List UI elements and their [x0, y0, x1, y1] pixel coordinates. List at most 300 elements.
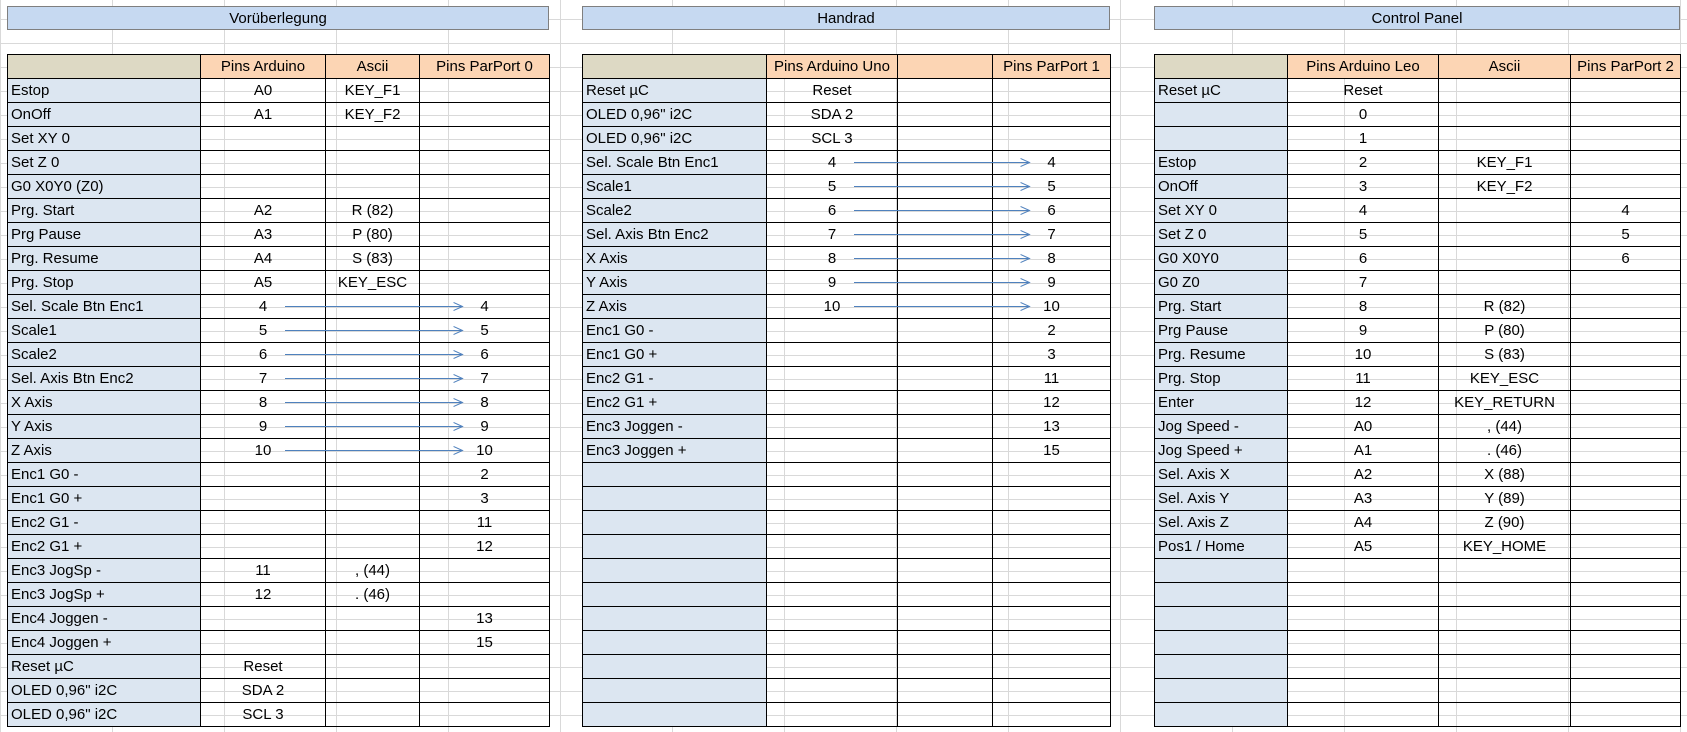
ascii-cell[interactable]: [326, 535, 420, 559]
column-header[interactable]: [583, 55, 767, 79]
ascii-cell[interactable]: X (88): [1439, 463, 1571, 487]
arduino-pin-cell[interactable]: 10: [201, 439, 326, 463]
column-header[interactable]: Pins ParPort 1: [993, 55, 1111, 79]
ascii-cell[interactable]: [326, 607, 420, 631]
arduino-pin-cell[interactable]: [201, 535, 326, 559]
parport-pin-cell[interactable]: [1571, 511, 1681, 535]
parport-pin-cell[interactable]: 6: [993, 199, 1111, 223]
ascii-cell[interactable]: KEY_F1: [326, 79, 420, 103]
label-cell[interactable]: [583, 703, 767, 727]
ascii-cell[interactable]: [898, 583, 993, 607]
arduino-pin-cell[interactable]: [201, 607, 326, 631]
arduino-pin-cell[interactable]: 3: [1288, 175, 1439, 199]
ascii-cell[interactable]: [1439, 223, 1571, 247]
ascii-cell[interactable]: [898, 295, 993, 319]
label-cell[interactable]: Enc2 G1 +: [8, 535, 201, 559]
ascii-cell[interactable]: [326, 319, 420, 343]
label-cell[interactable]: [1155, 703, 1288, 727]
arduino-pin-cell[interactable]: SDA 2: [201, 679, 326, 703]
parport-pin-cell[interactable]: [993, 655, 1111, 679]
column-header[interactable]: Pins ParPort 2: [1571, 55, 1681, 79]
parport-pin-cell[interactable]: 9: [993, 271, 1111, 295]
column-header[interactable]: [8, 55, 201, 79]
label-cell[interactable]: G0 X0Y0: [1155, 247, 1288, 271]
arduino-pin-cell[interactable]: 4: [767, 151, 898, 175]
label-cell[interactable]: Reset µC: [583, 79, 767, 103]
label-cell[interactable]: Enc2 G1 -: [583, 367, 767, 391]
parport-pin-cell[interactable]: 7: [420, 367, 550, 391]
ascii-cell[interactable]: [1439, 103, 1571, 127]
parport-pin-cell[interactable]: 11: [993, 367, 1111, 391]
ascii-cell[interactable]: [898, 367, 993, 391]
arduino-pin-cell[interactable]: [767, 631, 898, 655]
column-header[interactable]: Pins Arduino: [201, 55, 326, 79]
arduino-pin-cell[interactable]: 7: [767, 223, 898, 247]
ascii-cell[interactable]: KEY_HOME: [1439, 535, 1571, 559]
ascii-cell[interactable]: R (82): [326, 199, 420, 223]
arduino-pin-cell[interactable]: 10: [1288, 343, 1439, 367]
ascii-cell[interactable]: . (46): [1439, 439, 1571, 463]
label-cell[interactable]: Enter: [1155, 391, 1288, 415]
arduino-pin-cell[interactable]: [767, 535, 898, 559]
ascii-cell[interactable]: [898, 559, 993, 583]
parport-pin-cell[interactable]: 2: [993, 319, 1111, 343]
label-cell[interactable]: Sel. Axis Y: [1155, 487, 1288, 511]
parport-pin-cell[interactable]: [420, 271, 550, 295]
ascii-cell[interactable]: [1439, 655, 1571, 679]
label-cell[interactable]: Estop: [1155, 151, 1288, 175]
parport-pin-cell[interactable]: [993, 487, 1111, 511]
ascii-cell[interactable]: [898, 247, 993, 271]
arduino-pin-cell[interactable]: [767, 511, 898, 535]
ascii-cell[interactable]: [898, 223, 993, 247]
parport-pin-cell[interactable]: [993, 103, 1111, 127]
arduino-pin-cell[interactable]: A3: [201, 223, 326, 247]
ascii-cell[interactable]: KEY_ESC: [326, 271, 420, 295]
ascii-cell[interactable]: [898, 535, 993, 559]
arduino-pin-cell[interactable]: [767, 487, 898, 511]
label-cell[interactable]: [583, 487, 767, 511]
arduino-pin-cell[interactable]: 8: [1288, 295, 1439, 319]
label-cell[interactable]: [1155, 559, 1288, 583]
label-cell[interactable]: [583, 679, 767, 703]
column-header[interactable]: Pins ParPort 0: [420, 55, 550, 79]
arduino-pin-cell[interactable]: [767, 415, 898, 439]
label-cell[interactable]: OnOff: [1155, 175, 1288, 199]
parport-pin-cell[interactable]: [993, 679, 1111, 703]
parport-pin-cell[interactable]: [1571, 127, 1681, 151]
arduino-pin-cell[interactable]: 11: [201, 559, 326, 583]
label-cell[interactable]: Enc1 G0 +: [583, 343, 767, 367]
label-cell[interactable]: [583, 631, 767, 655]
label-cell[interactable]: [583, 655, 767, 679]
arduino-pin-cell[interactable]: 7: [201, 367, 326, 391]
arduino-pin-cell[interactable]: 0: [1288, 103, 1439, 127]
column-header[interactable]: [1155, 55, 1288, 79]
arduino-pin-cell[interactable]: A2: [1288, 463, 1439, 487]
ascii-cell[interactable]: [898, 343, 993, 367]
arduino-pin-cell[interactable]: Reset: [201, 655, 326, 679]
arduino-pin-cell[interactable]: [201, 463, 326, 487]
ascii-cell[interactable]: [326, 439, 420, 463]
parport-pin-cell[interactable]: 10: [420, 439, 550, 463]
label-cell[interactable]: Enc3 JogSp -: [8, 559, 201, 583]
ascii-cell[interactable]: [1439, 79, 1571, 103]
label-cell[interactable]: Sel. Axis Btn Enc2: [583, 223, 767, 247]
arduino-pin-cell[interactable]: [767, 655, 898, 679]
ascii-cell[interactable]: KEY_F2: [326, 103, 420, 127]
label-cell[interactable]: [1155, 607, 1288, 631]
ascii-cell[interactable]: [898, 487, 993, 511]
ascii-cell[interactable]: [898, 655, 993, 679]
column-header[interactable]: [898, 55, 993, 79]
ascii-cell[interactable]: [898, 271, 993, 295]
label-cell[interactable]: [583, 535, 767, 559]
parport-pin-cell[interactable]: 15: [993, 439, 1111, 463]
arduino-pin-cell[interactable]: 4: [1288, 199, 1439, 223]
parport-pin-cell[interactable]: [1571, 679, 1681, 703]
arduino-pin-cell[interactable]: [767, 607, 898, 631]
label-cell[interactable]: Prg. Resume: [8, 247, 201, 271]
label-cell[interactable]: OLED 0,96" i2C: [583, 127, 767, 151]
ascii-cell[interactable]: [898, 703, 993, 727]
label-cell[interactable]: OLED 0,96" i2C: [8, 703, 201, 727]
arduino-pin-cell[interactable]: [1288, 703, 1439, 727]
label-cell[interactable]: Enc1 G0 +: [8, 487, 201, 511]
arduino-pin-cell[interactable]: 9: [767, 271, 898, 295]
arduino-pin-cell[interactable]: 8: [767, 247, 898, 271]
arduino-pin-cell[interactable]: [767, 679, 898, 703]
arduino-pin-cell[interactable]: 7: [1288, 271, 1439, 295]
arduino-pin-cell[interactable]: 6: [201, 343, 326, 367]
label-cell[interactable]: Y Axis: [583, 271, 767, 295]
arduino-pin-cell[interactable]: A5: [201, 271, 326, 295]
ascii-cell[interactable]: [326, 679, 420, 703]
arduino-pin-cell[interactable]: Reset: [1288, 79, 1439, 103]
label-cell[interactable]: [1155, 679, 1288, 703]
label-cell[interactable]: OLED 0,96" i2C: [8, 679, 201, 703]
parport-pin-cell[interactable]: 13: [420, 607, 550, 631]
ascii-cell[interactable]: [326, 127, 420, 151]
parport-pin-cell[interactable]: 15: [420, 631, 550, 655]
label-cell[interactable]: [1155, 655, 1288, 679]
ascii-cell[interactable]: S (83): [326, 247, 420, 271]
label-cell[interactable]: Enc3 Joggen +: [583, 439, 767, 463]
label-cell[interactable]: Scale1: [8, 319, 201, 343]
label-cell[interactable]: Sel. Axis Btn Enc2: [8, 367, 201, 391]
parport-pin-cell[interactable]: 8: [420, 391, 550, 415]
arduino-pin-cell[interactable]: A5: [1288, 535, 1439, 559]
arduino-pin-cell[interactable]: [201, 487, 326, 511]
ascii-cell[interactable]: [326, 487, 420, 511]
ascii-cell[interactable]: [1439, 631, 1571, 655]
label-cell[interactable]: X Axis: [583, 247, 767, 271]
parport-pin-cell[interactable]: [1571, 415, 1681, 439]
label-cell[interactable]: Jog Speed +: [1155, 439, 1288, 463]
parport-pin-cell[interactable]: 5: [1571, 223, 1681, 247]
label-cell[interactable]: Pos1 / Home: [1155, 535, 1288, 559]
ascii-cell[interactable]: P (80): [1439, 319, 1571, 343]
label-cell[interactable]: Scale2: [8, 343, 201, 367]
ascii-cell[interactable]: KEY_ESC: [1439, 367, 1571, 391]
arduino-pin-cell[interactable]: [767, 391, 898, 415]
ascii-cell[interactable]: Z (90): [1439, 511, 1571, 535]
ascii-cell[interactable]: KEY_F1: [1439, 151, 1571, 175]
ascii-cell[interactable]: [898, 391, 993, 415]
arduino-pin-cell[interactable]: [201, 511, 326, 535]
arduino-pin-cell[interactable]: [767, 319, 898, 343]
parport-pin-cell[interactable]: 4: [420, 295, 550, 319]
label-cell[interactable]: Enc2 G1 +: [583, 391, 767, 415]
arduino-pin-cell[interactable]: 5: [201, 319, 326, 343]
arduino-pin-cell[interactable]: A1: [1288, 439, 1439, 463]
column-header[interactable]: Ascii: [326, 55, 420, 79]
parport-pin-cell[interactable]: 10: [993, 295, 1111, 319]
arduino-pin-cell[interactable]: [1288, 583, 1439, 607]
ascii-cell[interactable]: [326, 415, 420, 439]
arduino-pin-cell[interactable]: [201, 151, 326, 175]
parport-pin-cell[interactable]: [993, 631, 1111, 655]
label-cell[interactable]: Enc3 JogSp +: [8, 583, 201, 607]
parport-pin-cell[interactable]: 6: [420, 343, 550, 367]
parport-pin-cell[interactable]: [420, 127, 550, 151]
arduino-pin-cell[interactable]: SCL 3: [201, 703, 326, 727]
arduino-pin-cell[interactable]: [201, 631, 326, 655]
parport-pin-cell[interactable]: [420, 151, 550, 175]
parport-pin-cell[interactable]: [1571, 103, 1681, 127]
ascii-cell[interactable]: [326, 343, 420, 367]
parport-pin-cell[interactable]: [420, 655, 550, 679]
label-cell[interactable]: Set XY 0: [1155, 199, 1288, 223]
ascii-cell[interactable]: [898, 175, 993, 199]
parport-pin-cell[interactable]: [1571, 703, 1681, 727]
ascii-cell[interactable]: [898, 151, 993, 175]
arduino-pin-cell[interactable]: SCL 3: [767, 127, 898, 151]
label-cell[interactable]: [583, 583, 767, 607]
parport-pin-cell[interactable]: [1571, 79, 1681, 103]
arduino-pin-cell[interactable]: [767, 367, 898, 391]
ascii-cell[interactable]: [326, 151, 420, 175]
parport-pin-cell[interactable]: [1571, 271, 1681, 295]
label-cell[interactable]: X Axis: [8, 391, 201, 415]
label-cell[interactable]: Reset µC: [8, 655, 201, 679]
ascii-cell[interactable]: [898, 679, 993, 703]
column-header[interactable]: Ascii: [1439, 55, 1571, 79]
arduino-pin-cell[interactable]: [767, 703, 898, 727]
ascii-cell[interactable]: [898, 127, 993, 151]
label-cell[interactable]: Sel. Axis Z: [1155, 511, 1288, 535]
parport-pin-cell[interactable]: [993, 607, 1111, 631]
arduino-pin-cell[interactable]: A1: [201, 103, 326, 127]
parport-pin-cell[interactable]: [993, 79, 1111, 103]
label-cell[interactable]: Set XY 0: [8, 127, 201, 151]
parport-pin-cell[interactable]: [1571, 487, 1681, 511]
arduino-pin-cell[interactable]: SDA 2: [767, 103, 898, 127]
arduino-pin-cell[interactable]: 9: [1288, 319, 1439, 343]
arduino-pin-cell[interactable]: [767, 463, 898, 487]
ascii-cell[interactable]: [898, 103, 993, 127]
arduino-pin-cell[interactable]: 2: [1288, 151, 1439, 175]
label-cell[interactable]: Prg. Start: [1155, 295, 1288, 319]
ascii-cell[interactable]: [326, 175, 420, 199]
arduino-pin-cell[interactable]: A2: [201, 199, 326, 223]
label-cell[interactable]: Set Z 0: [1155, 223, 1288, 247]
parport-pin-cell[interactable]: [1571, 535, 1681, 559]
arduino-pin-cell[interactable]: [1288, 655, 1439, 679]
label-cell[interactable]: OLED 0,96" i2C: [583, 103, 767, 127]
parport-pin-cell[interactable]: 2: [420, 463, 550, 487]
arduino-pin-cell[interactable]: 8: [201, 391, 326, 415]
parport-pin-cell[interactable]: [993, 127, 1111, 151]
arduino-pin-cell[interactable]: 4: [201, 295, 326, 319]
parport-pin-cell[interactable]: 5: [993, 175, 1111, 199]
parport-pin-cell[interactable]: 3: [993, 343, 1111, 367]
label-cell[interactable]: [1155, 583, 1288, 607]
label-cell[interactable]: Estop: [8, 79, 201, 103]
ascii-cell[interactable]: S (83): [1439, 343, 1571, 367]
arduino-pin-cell[interactable]: 6: [767, 199, 898, 223]
label-cell[interactable]: Sel. Scale Btn Enc1: [583, 151, 767, 175]
arduino-pin-cell[interactable]: 12: [1288, 391, 1439, 415]
label-cell[interactable]: Enc1 G0 -: [8, 463, 201, 487]
label-cell[interactable]: Prg Pause: [8, 223, 201, 247]
ascii-cell[interactable]: P (80): [326, 223, 420, 247]
column-header[interactable]: Pins Arduino Leo: [1288, 55, 1439, 79]
parport-pin-cell[interactable]: [420, 703, 550, 727]
label-cell[interactable]: G0 X0Y0 (Z0): [8, 175, 201, 199]
parport-pin-cell[interactable]: [1571, 367, 1681, 391]
label-cell[interactable]: Enc1 G0 -: [583, 319, 767, 343]
parport-pin-cell[interactable]: [1571, 463, 1681, 487]
ascii-cell[interactable]: [326, 463, 420, 487]
label-cell[interactable]: Enc3 Joggen -: [583, 415, 767, 439]
arduino-pin-cell[interactable]: [201, 127, 326, 151]
label-cell[interactable]: Prg Pause: [1155, 319, 1288, 343]
arduino-pin-cell[interactable]: A4: [201, 247, 326, 271]
label-cell[interactable]: Z Axis: [8, 439, 201, 463]
ascii-cell[interactable]: [326, 655, 420, 679]
arduino-pin-cell[interactable]: 6: [1288, 247, 1439, 271]
parport-pin-cell[interactable]: [1571, 631, 1681, 655]
label-cell[interactable]: Enc2 G1 -: [8, 511, 201, 535]
label-cell[interactable]: Reset µC: [1155, 79, 1288, 103]
column-header[interactable]: Pins Arduino Uno: [767, 55, 898, 79]
parport-pin-cell[interactable]: 5: [420, 319, 550, 343]
label-cell[interactable]: [583, 511, 767, 535]
parport-pin-cell[interactable]: [1571, 559, 1681, 583]
parport-pin-cell[interactable]: [420, 559, 550, 583]
arduino-pin-cell[interactable]: 10: [767, 295, 898, 319]
parport-pin-cell[interactable]: 3: [420, 487, 550, 511]
arduino-pin-cell[interactable]: [767, 583, 898, 607]
label-cell[interactable]: Set Z 0: [8, 151, 201, 175]
arduino-pin-cell[interactable]: A4: [1288, 511, 1439, 535]
label-cell[interactable]: [583, 463, 767, 487]
ascii-cell[interactable]: [898, 463, 993, 487]
parport-pin-cell[interactable]: 9: [420, 415, 550, 439]
parport-pin-cell[interactable]: [420, 199, 550, 223]
ascii-cell[interactable]: [898, 439, 993, 463]
ascii-cell[interactable]: [1439, 127, 1571, 151]
arduino-pin-cell[interactable]: 5: [1288, 223, 1439, 247]
label-cell[interactable]: Enc4 Joggen -: [8, 607, 201, 631]
arduino-pin-cell[interactable]: [1288, 631, 1439, 655]
arduino-pin-cell[interactable]: [767, 343, 898, 367]
parport-pin-cell[interactable]: 11: [420, 511, 550, 535]
ascii-cell[interactable]: [326, 367, 420, 391]
label-cell[interactable]: [583, 607, 767, 631]
ascii-cell[interactable]: [1439, 559, 1571, 583]
ascii-cell[interactable]: [1439, 679, 1571, 703]
arduino-pin-cell[interactable]: A0: [201, 79, 326, 103]
parport-pin-cell[interactable]: [420, 103, 550, 127]
label-cell[interactable]: Prg. Stop: [1155, 367, 1288, 391]
parport-pin-cell[interactable]: [1571, 151, 1681, 175]
arduino-pin-cell[interactable]: [1288, 679, 1439, 703]
label-cell[interactable]: [1155, 631, 1288, 655]
parport-pin-cell[interactable]: [1571, 655, 1681, 679]
arduino-pin-cell[interactable]: [767, 559, 898, 583]
ascii-cell[interactable]: [326, 703, 420, 727]
parport-pin-cell[interactable]: 13: [993, 415, 1111, 439]
label-cell[interactable]: Sel. Scale Btn Enc1: [8, 295, 201, 319]
ascii-cell[interactable]: [1439, 199, 1571, 223]
ascii-cell[interactable]: [898, 79, 993, 103]
label-cell[interactable]: [583, 559, 767, 583]
ascii-cell[interactable]: [326, 511, 420, 535]
label-cell[interactable]: Z Axis: [583, 295, 767, 319]
parport-pin-cell[interactable]: [420, 175, 550, 199]
ascii-cell[interactable]: [1439, 703, 1571, 727]
ascii-cell[interactable]: [326, 631, 420, 655]
ascii-cell[interactable]: [1439, 271, 1571, 295]
label-cell[interactable]: Prg. Stop: [8, 271, 201, 295]
parport-pin-cell[interactable]: [420, 583, 550, 607]
label-cell[interactable]: Prg. Start: [8, 199, 201, 223]
parport-pin-cell[interactable]: 8: [993, 247, 1111, 271]
parport-pin-cell[interactable]: [1571, 343, 1681, 367]
parport-pin-cell[interactable]: [993, 559, 1111, 583]
parport-pin-cell[interactable]: [993, 583, 1111, 607]
ascii-cell[interactable]: [1439, 607, 1571, 631]
parport-pin-cell[interactable]: 7: [993, 223, 1111, 247]
parport-pin-cell[interactable]: [1571, 583, 1681, 607]
ascii-cell[interactable]: [898, 415, 993, 439]
arduino-pin-cell[interactable]: Reset: [767, 79, 898, 103]
ascii-cell[interactable]: Y (89): [1439, 487, 1571, 511]
parport-pin-cell[interactable]: [420, 679, 550, 703]
ascii-cell[interactable]: [326, 295, 420, 319]
ascii-cell[interactable]: [898, 511, 993, 535]
ascii-cell[interactable]: , (44): [1439, 415, 1571, 439]
parport-pin-cell[interactable]: [1571, 439, 1681, 463]
label-cell[interactable]: G0 Z0: [1155, 271, 1288, 295]
label-cell[interactable]: Sel. Axis X: [1155, 463, 1288, 487]
ascii-cell[interactable]: KEY_RETURN: [1439, 391, 1571, 415]
parport-pin-cell[interactable]: [993, 511, 1111, 535]
arduino-pin-cell[interactable]: A3: [1288, 487, 1439, 511]
ascii-cell[interactable]: [1439, 247, 1571, 271]
label-cell[interactable]: Y Axis: [8, 415, 201, 439]
arduino-pin-cell[interactable]: [201, 175, 326, 199]
arduino-pin-cell[interactable]: A0: [1288, 415, 1439, 439]
parport-pin-cell[interactable]: [993, 703, 1111, 727]
parport-pin-cell[interactable]: 12: [420, 535, 550, 559]
parport-pin-cell[interactable]: 6: [1571, 247, 1681, 271]
parport-pin-cell[interactable]: [1571, 391, 1681, 415]
arduino-pin-cell[interactable]: 9: [201, 415, 326, 439]
label-cell[interactable]: [1155, 127, 1288, 151]
